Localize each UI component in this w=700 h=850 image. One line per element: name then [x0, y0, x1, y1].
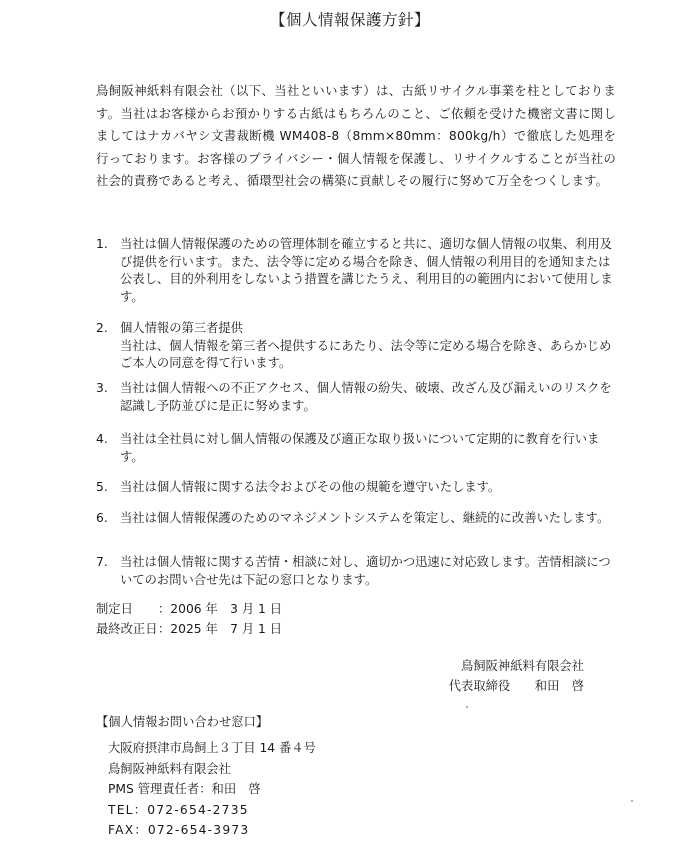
clause-3 — [96, 380, 616, 415]
revised-date-value: ：2025 年 7 月 1 日 — [158, 622, 283, 636]
clause-text: 当社は個人情報保護のためのマネジメントシステムを策定し、継続的に改善いたします。 — [120, 511, 610, 525]
clause-number: 5. — [96, 480, 108, 494]
clause-text: 当社は、個人情報を第三者へ提供するにあたり、法令等に定める場合を除き、あらかじめご本人の同意を得て行います。 — [120, 338, 612, 370]
clause-heading: 個人情報の第三者提供 — [120, 321, 243, 335]
document-title: 【個人情報保護方針】 — [269, 11, 430, 29]
clause-number: 2. — [96, 321, 108, 335]
signature-block — [449, 656, 584, 696]
scan-speck — [631, 800, 633, 802]
clause-number: 7. — [96, 555, 108, 569]
contact-heading: 【個人情報お問い合わせ窓口】 — [96, 715, 269, 729]
clause-number: 4. — [96, 432, 108, 446]
clause-6 — [96, 510, 616, 528]
clause-text: 当社は個人情報に関する苦情・相談に対し、適切かつ迅速に対応致します。苦情相談についてのお問い合せ先は下記の窓口となります。 — [120, 555, 611, 587]
contact-manager: PMS 管理責任者：和田 啓 — [108, 782, 261, 796]
clause-2 — [96, 320, 616, 373]
scan-speck — [466, 706, 468, 708]
contact-block — [108, 738, 316, 841]
established-date-value: ：2006 年 3 月 1 日 — [158, 602, 283, 616]
clause-5 — [96, 479, 616, 497]
clause-text: 当社は全社員に対し個人情報の保護及び適正な取り扱いについて定期的に教育を行います。 — [120, 432, 600, 464]
contact-tel: TEL：072-654-2735 — [108, 802, 249, 817]
contact-fax: FAX：072-654-3973 — [108, 823, 250, 837]
established-date-label: 制定日 — [96, 602, 133, 616]
revised-date-label: 最終改正日 — [96, 622, 158, 636]
signer-company: 鳥飼阪神紙料有限会社 — [461, 659, 584, 673]
intro-paragraph: 鳥飼阪神紙料有限会社（以下、当社といいます）は、古紙リサイクル事業を柱としております。当社はお客様からお預かりする古紙はもちろんのこと、ご依頼を受けた機密文書に関しましてはナカバヤシ文書裁断機 WM408-8（8mm×80mm：800kg/h）で徹底した処理を行っております。お客様のプライバシー・個人情報を保護し、リサイクルすることが当社の社会的責務であると考え、循環型社会の構築に貢献しその履行に努めて万全をつくします。 — [96, 84, 616, 188]
clause-text: 当社は個人情報に関する法令およびその他の規範を遵守いたします。 — [120, 480, 501, 494]
signer-representative: 代表取締役 和田 啓 — [448, 679, 584, 693]
clause-1 — [96, 236, 616, 306]
clause-text: 当社は個人情報への不正アクセス、個人情報の紛失、破壊、改ざん及び漏えいのリスクを認識し予防並びに是正に努めます。 — [120, 381, 612, 413]
clause-number: 6. — [96, 511, 108, 525]
clause-number: 3. — [96, 381, 108, 395]
clause-number: 1. — [96, 237, 108, 251]
dates-block — [96, 599, 282, 639]
contact-company: 鳥飼阪神紙料有限会社 — [108, 761, 231, 776]
contact-address: 大阪府摂津市鳥飼上３丁目 14 番４号 — [108, 741, 316, 755]
clause-4 — [96, 431, 616, 466]
clause-text: 当社は個人情報保護のための管理体制を確立すると共に、適切な個人情報の収集、利用及び提供を行います。また、法令等に定める場合を除き、個人情報の利用目的を通知または公表し、目的外利用をしないよう措置を講じたうえ、利用目的の範囲内において使用します。 — [120, 237, 613, 304]
clause-7 — [96, 554, 616, 589]
